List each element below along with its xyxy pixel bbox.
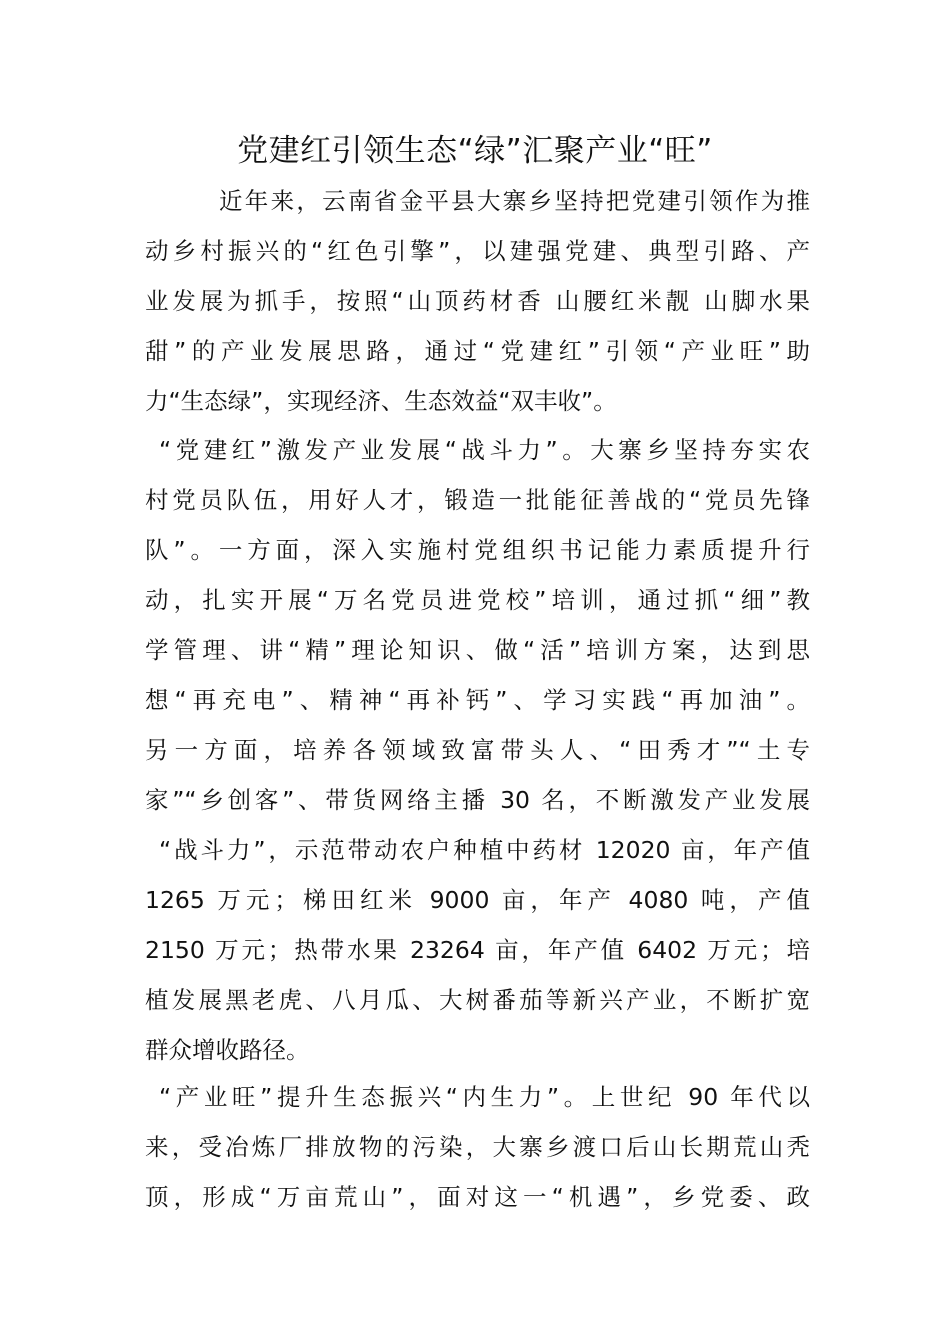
paragraph-line: 队”。一方面，深入实施村党组织书记能力素质提升行 [145,536,810,564]
paragraph-line: 学管理、讲“精”理论知识、做“活”培训方案，达到思 [145,636,810,664]
paragraph-line: 村党员队伍，用好人才，锻造一批能征善战的“党员先锋 [145,486,810,514]
paragraph-line: 1265 万元；梯田红米 9000 亩，年产 4080 吨，产值 [145,886,810,914]
paragraph-1 [145,176,810,426]
paragraph-line: “战斗力”，示范带动农户种植中药材 12020 亩，年产值 [159,836,810,864]
paragraph-line: 另一方面，培养各领域致富带头人、“田秀才”“土专 [145,736,810,764]
paragraph-3 [145,1072,810,1222]
paragraph-line: 想“再充电”、精神“再补钙”、学习实践“再加油”。 [145,686,810,714]
paragraph-line: 动乡村振兴的“红色引擎”，以建强党建、典型引路、产 [145,237,810,265]
paragraph-line: “产业旺”提升生态振兴“内生力”。上世纪 90 年代以 [159,1083,810,1111]
document-title: 党建红引领生态“绿”汇聚产业“旺” [237,133,713,169]
paragraph-line: 植发展黑老虎、八月瓜、大树番茄等新兴产业，不断扩宽 [145,986,810,1014]
paragraph-line: 甜”的产业发展思路，通过“党建红”引领“产业旺”助 [145,337,810,365]
paragraph-2 [145,425,810,1075]
paragraph-line: 来，受冶炼厂排放物的污染，大寨乡渡口后山长期荒山秃 [145,1133,810,1161]
paragraph-line: 顶，形成“万亩荒山”，面对这一“机遇”，乡党委、政 [145,1183,810,1211]
paragraph-line: 动，扎实开展“万名党员进党校”培训，通过抓“细”教 [145,586,810,614]
paragraph-line: 家”“乡创客”、带货网络主播 30 名，不断激发产业发展 [145,786,810,814]
paragraph-line: “党建红”激发产业发展“战斗力”。大寨乡坚持夯实农 [159,436,810,464]
paragraph-line: 2150 万元；热带水果 23264 亩，年产值 6402 万元；培 [145,936,810,964]
paragraph-line: 近年来，云南省金平县大寨乡坚持把党建引领作为推 [219,187,810,215]
paragraph-line: 群众增收路径。 [145,1036,310,1064]
paragraph-line: 业发展为抓手，按照“山顶药材香 山腰红米靓 山脚水果 [145,287,810,315]
paragraph-line: 力“生态绿”，实现经济、生态效益“双丰收”。 [145,387,617,415]
